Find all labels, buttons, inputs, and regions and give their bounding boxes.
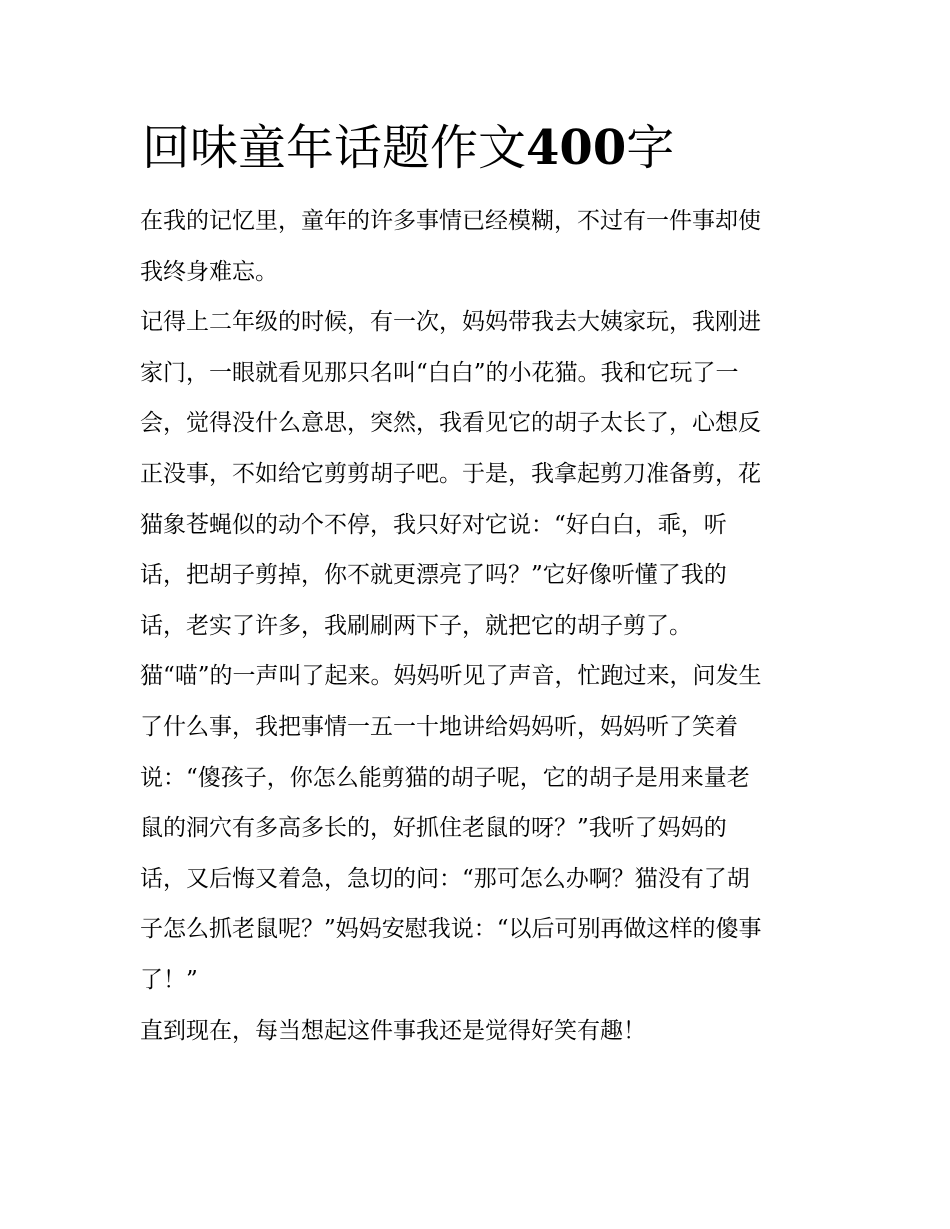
text-line: 猫“喵”的一声叫了起来。妈妈听见了声音，忙跑过来，问发生	[140, 663, 762, 690]
text-line: 话，又后悔又着急，急切的问：“那可怎么办啊？猫没有了胡	[140, 865, 750, 892]
text-line: 记得上二年级的时候，有一次，妈妈带我去大姨家玩，我刚进	[140, 309, 761, 336]
text-line: 话，把胡子剪掉，你不就更漂亮了吗？”它好像听懂了我的	[140, 562, 727, 589]
text-line: 鼠的洞穴有多高多长的，好抓住老鼠的呀？”我听了妈妈的	[140, 815, 727, 842]
text-line: 我终身难忘。	[140, 258, 278, 285]
title-text: 回味童年话题作文	[142, 120, 527, 176]
text-line: 家门，一眼就看见那只名叫“白白”的小花猫。我和它玩了一	[140, 359, 739, 386]
text-line: 直到现在，每当想起这件事我还是觉得好笑有趣！	[140, 1017, 646, 1044]
text-line: 正没事，不如给它剪剪胡子吧。于是，我拿起剪刀准备剪，花	[140, 460, 761, 487]
text-line: 话，老实了许多，我刷刷两下子，就把它的胡子剪了。	[140, 612, 692, 639]
title-suffix: 字	[626, 120, 675, 176]
text-line: 猫象苍蝇似的动个不停，我只好对它说：“好白白，乖，听	[140, 511, 727, 538]
document-title	[142, 118, 674, 178]
text-line: 了！”	[140, 966, 198, 993]
text-line: 在我的记忆里，童年的许多事情已经模糊，不过有一件事却使	[140, 208, 761, 234]
text-line: 说：“傻孩子，你怎么能剪猫的胡子呢，它的胡子是用来量老	[140, 764, 750, 791]
essay-body	[140, 196, 820, 1056]
title-number: 400	[526, 120, 627, 176]
text-line: 会，觉得没什么意思，突然，我看见它的胡子太长了，心想反	[140, 410, 761, 437]
text-line: 了什么事，我把事情一五一十地讲给妈妈听，妈妈听了笑着	[140, 713, 738, 740]
text-line: 子怎么抓老鼠呢？”妈妈安慰我说：“以后可别再做这样的傻事	[140, 916, 762, 943]
